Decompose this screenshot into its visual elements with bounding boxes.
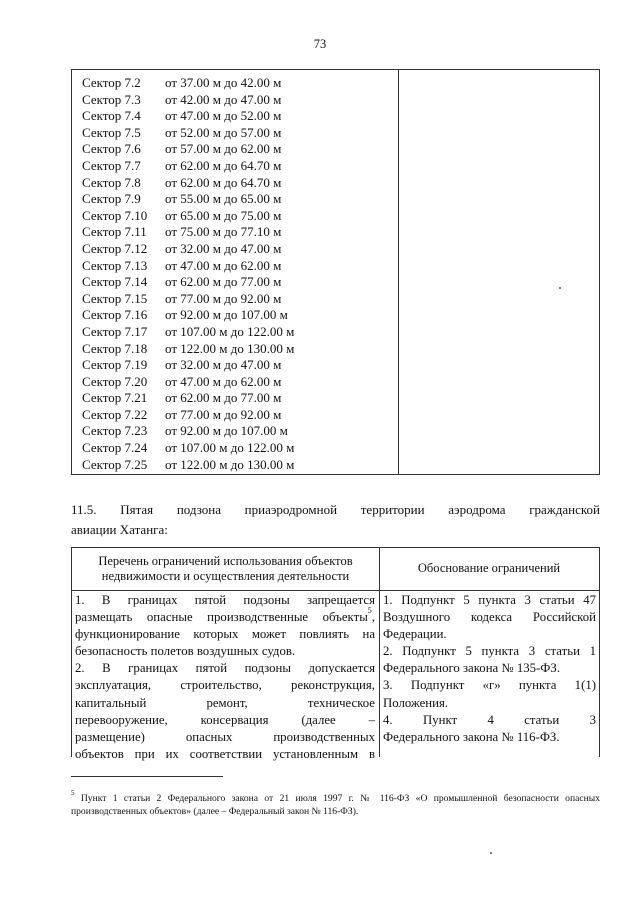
header-restrictions-list bbox=[72, 554, 379, 584]
sector-row bbox=[82, 291, 294, 308]
restriction-line bbox=[75, 677, 375, 694]
restrictions-table bbox=[71, 547, 600, 761]
sector-row bbox=[82, 224, 294, 241]
sector-name: Сектор 7.9 bbox=[82, 191, 141, 207]
sector-range: от 47.00 м до 62.00 м bbox=[165, 257, 282, 273]
sector-name: Сектор 7.20 bbox=[82, 373, 148, 389]
sector-table-divider bbox=[398, 70, 399, 474]
sector-name: Сектор 7.8 bbox=[82, 174, 141, 190]
sector-row bbox=[82, 423, 294, 440]
sector-range: от 92.00 м до 107.00 м bbox=[165, 423, 288, 439]
sector-range: от 92.00 м до 107.00 м bbox=[165, 307, 288, 323]
sector-name: Сектор 7.21 bbox=[82, 390, 148, 406]
sector-row bbox=[82, 92, 294, 109]
sector-row bbox=[82, 457, 294, 474]
sector-name: Сектор 7.7 bbox=[82, 157, 141, 173]
restriction-line-text: 2. В границах пятой подзоны допускается bbox=[75, 661, 375, 676]
sector-range: от 65.00 м до 75.00 м bbox=[165, 207, 282, 223]
sector-name: Сектор 7.10 bbox=[82, 207, 148, 223]
sector-name: Сектор 7.19 bbox=[82, 357, 148, 373]
restriction-line bbox=[75, 695, 375, 712]
restriction-line bbox=[75, 746, 375, 763]
sector-range: от 52.00 м до 57.00 м bbox=[165, 124, 282, 140]
sector-row bbox=[82, 125, 294, 142]
sector-name: Сектор 7.13 bbox=[82, 257, 148, 273]
justification-line: 3. Подпункт «г» пункта 1(1) bbox=[383, 678, 596, 693]
footnote-separator bbox=[71, 776, 223, 777]
restriction-line bbox=[75, 660, 375, 677]
sector-name: Сектор 7.11 bbox=[82, 224, 147, 240]
sector-range: от 37.00 м до 42.00 м bbox=[165, 75, 282, 90]
sector-name: Сектор 7.2 bbox=[82, 75, 141, 90]
restriction-line-text: объектов при их соответствии установленным в bbox=[75, 746, 375, 761]
restriction-line bbox=[75, 592, 375, 609]
sector-range: от 107.00 м до 122.00 м bbox=[165, 440, 295, 456]
sector-range: от 47.00 м до 52.00 м bbox=[165, 108, 282, 124]
sector-row bbox=[82, 175, 294, 192]
header-justification: Обоснование ограничений bbox=[417, 561, 561, 575]
restriction-line-text: размещать опасные производственные объекты bbox=[75, 610, 368, 625]
sector-range: от 122.00 м до 130.00 м bbox=[165, 456, 295, 472]
justification-line: Федерального закона № 116-ФЗ. bbox=[383, 729, 560, 744]
sector-row bbox=[82, 440, 294, 457]
restriction-line bbox=[75, 643, 375, 660]
restriction-line bbox=[75, 626, 375, 643]
header-left-line-2: недвижимости и осуществления деятельности bbox=[101, 569, 350, 583]
justification-line: 2. Подпункт 5 пункта 3 статьи 1 bbox=[383, 644, 596, 659]
sector-row bbox=[82, 390, 294, 407]
justification-line: 4. Пункт 4 статьи 3 bbox=[383, 712, 596, 727]
sector-range: от 62.00 м до 77.00 м bbox=[165, 274, 282, 290]
sector-name: Сектор 7.6 bbox=[82, 141, 141, 157]
footnote bbox=[71, 789, 601, 818]
scan-speck bbox=[490, 852, 492, 854]
sector-name: Сектор 7.15 bbox=[82, 290, 148, 306]
restriction-line-text: безопасность полетов воздушных судов. bbox=[75, 644, 296, 659]
sector-range: от 42.00 м до 47.00 м bbox=[165, 91, 282, 107]
sector-name: Сектор 7.3 bbox=[82, 91, 141, 107]
section-paragraph bbox=[71, 500, 600, 540]
sector-row bbox=[82, 307, 294, 324]
sector-row bbox=[82, 191, 294, 208]
sector-name: Сектор 7.23 bbox=[82, 423, 148, 439]
sector-name: Сектор 7.22 bbox=[82, 406, 148, 422]
restriction-line bbox=[75, 729, 375, 746]
justification-line: Федерации. bbox=[383, 627, 447, 642]
sector-name: Сектор 7.17 bbox=[82, 323, 148, 339]
restriction-line-text: капитальный ремонт, техническое bbox=[75, 695, 375, 710]
restriction-line bbox=[75, 606, 375, 626]
footnote-text: Пункт 1 статьи 2 Федерального закона от 21 июля 1997 г. № 116-ФЗ «О промышленной безопасности опасных производственных объектов» (далее – Федеральный закон № 116-ФЗ). bbox=[71, 793, 601, 817]
restriction-line bbox=[75, 712, 375, 729]
column-divider bbox=[379, 548, 380, 757]
sector-name: Сектор 7.25 bbox=[82, 456, 148, 472]
restriction-line-text: перевооружение, консервация (далее – bbox=[75, 712, 375, 727]
sector-row bbox=[82, 141, 294, 158]
sector-range: от 122.00 м до 130.00 м bbox=[165, 340, 295, 356]
sector-row bbox=[82, 258, 294, 275]
sector-name: Сектор 7.5 bbox=[82, 124, 141, 140]
sector-range: от 107.00 м до 122.00 м bbox=[165, 323, 295, 339]
sector-range: от 75.00 м до 77.10 м bbox=[165, 224, 282, 240]
justification-line: Воздушного кодекса Российской bbox=[383, 610, 596, 625]
footnote-marker: 5 bbox=[71, 789, 75, 797]
sector-range: от 47.00 м до 62.00 м bbox=[165, 373, 282, 389]
sector-name: Сектор 7.18 bbox=[82, 340, 148, 356]
justification-cell bbox=[383, 592, 596, 746]
page-number: 73 bbox=[313, 37, 327, 51]
sector-name: Сектор 7.4 bbox=[82, 108, 141, 124]
sector-row bbox=[82, 407, 294, 424]
sector-range: от 62.00 м до 64.70 м bbox=[165, 174, 282, 190]
sector-range: от 32.00 м до 47.00 м bbox=[165, 357, 282, 373]
sector-row bbox=[82, 274, 294, 291]
sector-range: от 62.00 м до 64.70 м bbox=[165, 157, 282, 173]
paragraph-line-2: авиации Хатанга: bbox=[71, 522, 168, 537]
header-left-line-1: Перечень ограничений использования объектов bbox=[98, 554, 353, 568]
paragraph-line-1: 11.5. Пятая подзона приаэродромной территории аэродрома гражданской bbox=[71, 502, 600, 517]
sector-row bbox=[82, 158, 294, 175]
sector-range: от 57.00 м до 62.00 м bbox=[165, 141, 282, 157]
sector-range: от 77.00 м до 92.00 м bbox=[165, 290, 282, 306]
sector-table bbox=[71, 69, 600, 475]
justification-line: Положения. bbox=[383, 695, 449, 710]
restriction-line-text: эксплуатация, строительство, реконструкция, bbox=[75, 678, 375, 693]
restrictions-cell bbox=[75, 592, 375, 763]
sector-row bbox=[82, 108, 294, 125]
sector-row bbox=[82, 357, 294, 374]
sector-row bbox=[82, 341, 294, 358]
sector-range: от 55.00 м до 65.00 м bbox=[165, 191, 282, 207]
sector-range: от 62.00 м до 77.00 м bbox=[165, 390, 282, 406]
justification-line: 1. Подпункт 5 пункта 3 статьи 47 bbox=[383, 593, 596, 607]
restriction-line-text: размещение) опасных производственных bbox=[75, 729, 375, 744]
footnote-reference: 5 bbox=[367, 606, 372, 616]
sector-range: от 77.00 м до 92.00 м bbox=[165, 406, 282, 422]
sector-name: Сектор 7.12 bbox=[82, 240, 148, 256]
header-divider bbox=[72, 590, 599, 591]
sector-row bbox=[82, 374, 294, 391]
sector-name: Сектор 7.14 bbox=[82, 274, 148, 290]
scan-speck bbox=[559, 287, 561, 289]
sector-row bbox=[82, 208, 294, 225]
sector-name: Сектор 7.24 bbox=[82, 440, 148, 456]
sector-range: от 32.00 м до 47.00 м bbox=[165, 240, 282, 256]
sector-row bbox=[82, 324, 294, 341]
sector-name: Сектор 7.16 bbox=[82, 307, 148, 323]
sector-list bbox=[82, 75, 294, 473]
justification-line: Федерального закона № 135-ФЗ. bbox=[383, 661, 561, 676]
sector-row bbox=[82, 241, 294, 258]
sector-row bbox=[82, 75, 294, 92]
restriction-line-text: 1. В границах пятой подзоны запрещается bbox=[75, 593, 375, 607]
comma: , bbox=[371, 610, 375, 625]
restriction-line-text: функционирование которых может повлиять на bbox=[75, 627, 375, 642]
